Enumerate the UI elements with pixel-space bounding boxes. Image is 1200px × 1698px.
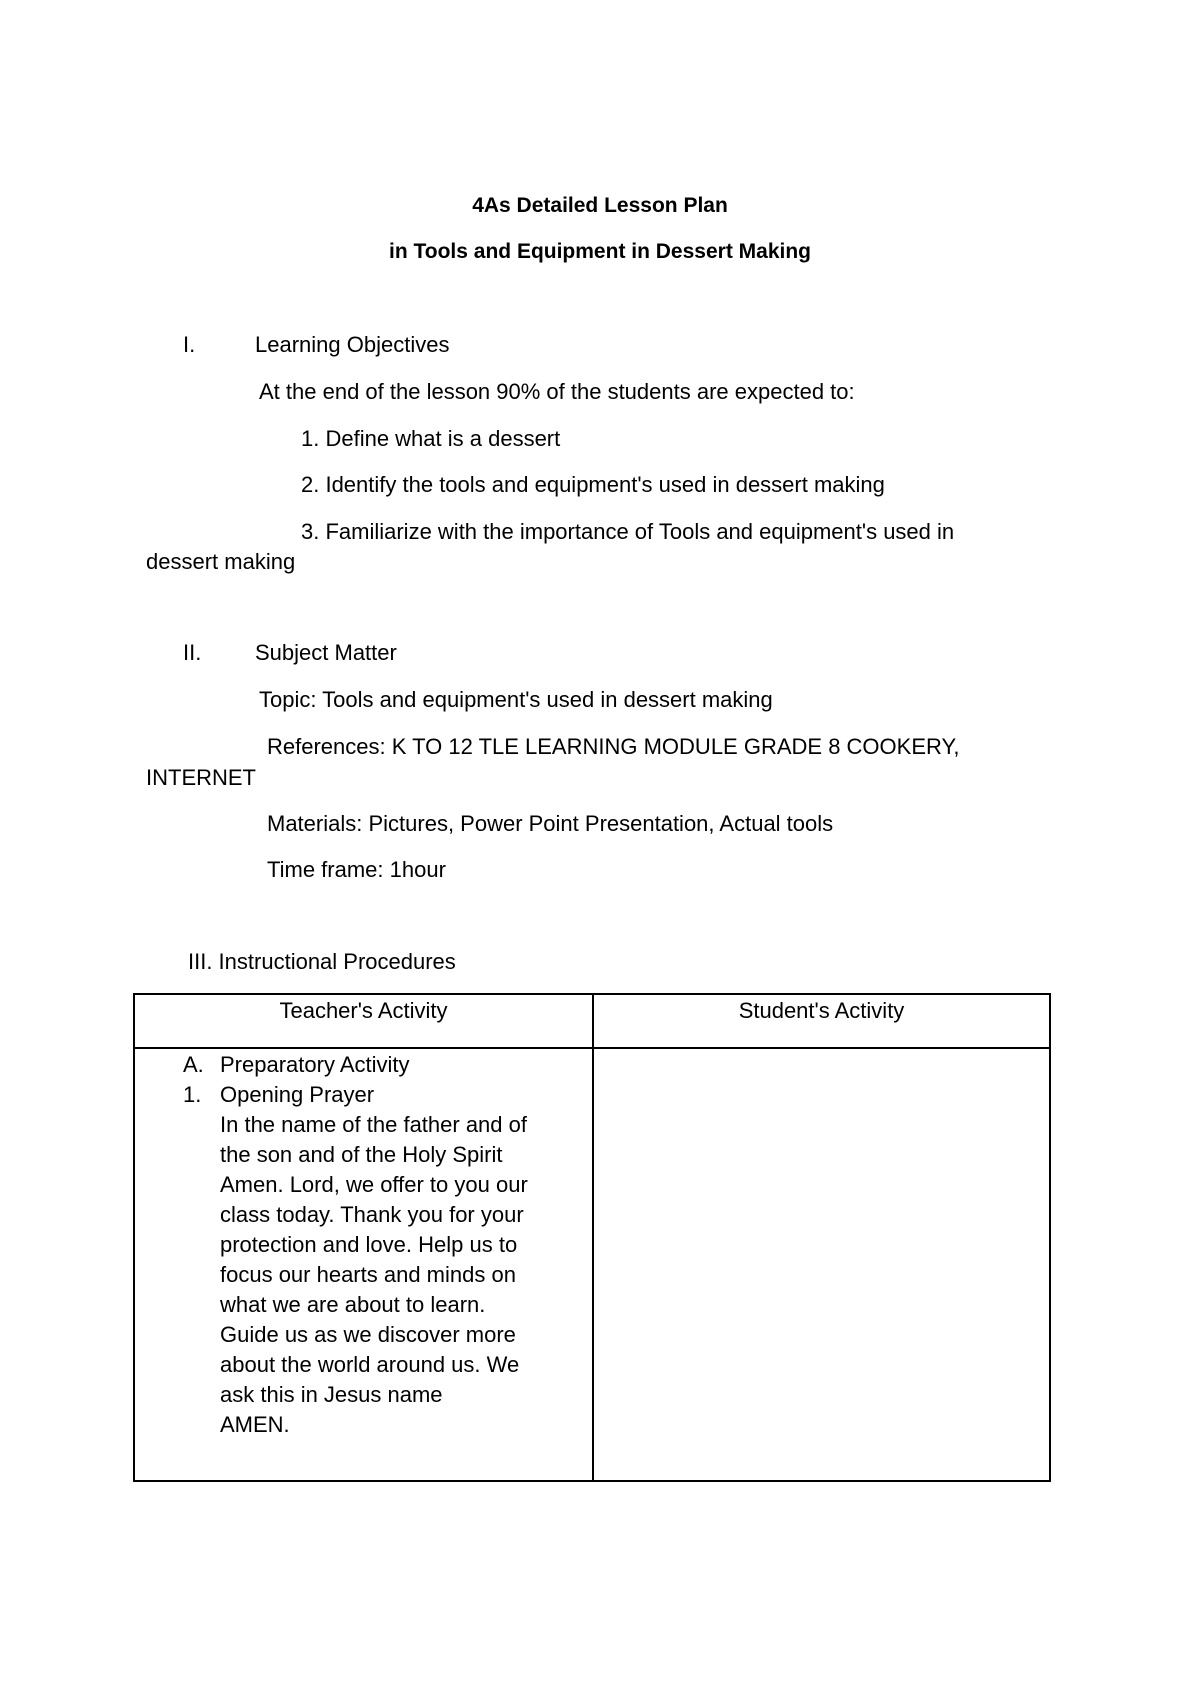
prayer-line: Amen. Lord, we offer to you our: [220, 1172, 528, 1197]
subject-references: References: K TO 12 TLE LEARNING MODULE GRADE 8 COOKERY,: [267, 734, 960, 759]
prayer-line: focus our hearts and minds on: [220, 1262, 516, 1287]
activity-subheading: Opening Prayer: [220, 1082, 375, 1107]
objectives-intro: At the end of the lesson 90% of the students are expected to:: [259, 379, 855, 404]
objective-item: 1. Define what is a dessert: [301, 426, 561, 451]
column-divider: [592, 995, 594, 1480]
subject-materials: Materials: Pictures, Power Point Presentation, Actual tools: [267, 811, 834, 836]
subject-timeframe: Time frame: 1hour: [267, 857, 446, 882]
prayer-line: what we are about to learn.: [220, 1292, 486, 1317]
subject-references-continued: INTERNET: [146, 765, 256, 790]
prayer-line: about the world around us. We: [220, 1352, 520, 1377]
objective-item: 3. Familiarize with the importance of Tools and equipment's used in: [301, 519, 955, 544]
subject-topic: Topic: Tools and equipment's used in dessert making: [259, 687, 773, 712]
procedures-table: [133, 993, 1051, 1482]
prayer-line: protection and love. Help us to: [220, 1232, 518, 1257]
activity-heading: Preparatory Activity: [220, 1052, 410, 1077]
prayer-line: class today. Thank you for your: [220, 1202, 524, 1227]
section1-heading: Learning Objectives: [255, 332, 450, 357]
section2-numeral: II.: [183, 640, 202, 665]
section2-heading: Subject Matter: [255, 640, 397, 665]
column-header-teacher: Teacher's Activity: [279, 998, 448, 1023]
list-marker: A.: [183, 1052, 204, 1077]
list-marker: 1.: [183, 1082, 202, 1107]
document-subtitle: in Tools and Equipment in Dessert Making: [389, 240, 811, 263]
objective-item: 2. Identify the tools and equipment's used in dessert making: [301, 472, 885, 497]
prayer-line: the son and of the Holy Spirit: [220, 1142, 503, 1167]
objective-item-continued: dessert making: [146, 549, 296, 574]
column-header-student: Student's Activity: [738, 998, 905, 1023]
prayer-line: AMEN.: [220, 1412, 290, 1437]
prayer-line: In the name of the father and of: [220, 1112, 527, 1137]
section3-heading: III. Instructional Procedures: [188, 949, 456, 974]
section1-numeral: I.: [183, 332, 196, 357]
prayer-line: Guide us as we discover more: [220, 1322, 516, 1347]
document-title: 4As Detailed Lesson Plan: [472, 194, 728, 217]
prayer-line: ask this in Jesus name: [220, 1382, 443, 1407]
